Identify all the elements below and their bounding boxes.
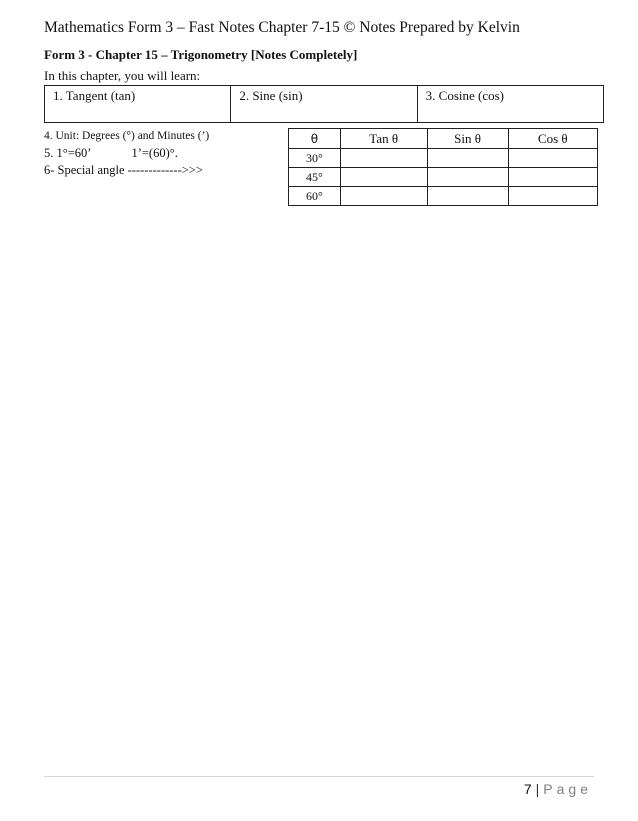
column-header-tan: Tan θ xyxy=(340,129,427,149)
cos-cell xyxy=(508,149,597,168)
footer-divider xyxy=(44,776,594,777)
page-number: 7 xyxy=(523,781,532,797)
column-header-cos: Cos θ xyxy=(508,129,597,149)
tan-cell xyxy=(340,187,427,206)
sin-cell xyxy=(427,187,508,206)
note-conversion-minute: 1’=(60)°. xyxy=(131,146,178,160)
document-header-title: Mathematics Form 3 – Fast Notes Chapter 7-15 © Notes Prepared by Kelvin xyxy=(44,19,520,36)
cos-cell xyxy=(508,168,597,187)
page-footer xyxy=(524,781,592,797)
table-header-row xyxy=(289,129,598,149)
learning-topics-table xyxy=(44,85,604,123)
page-word: Page xyxy=(543,781,592,797)
tan-cell xyxy=(340,149,427,168)
column-header-theta: θ xyxy=(289,129,341,149)
table-row xyxy=(45,86,604,123)
angle-cell: 30° xyxy=(289,149,341,168)
special-angle-table xyxy=(288,128,598,206)
angle-cell: 60° xyxy=(289,187,341,206)
table-row xyxy=(289,168,598,187)
tan-cell xyxy=(340,168,427,187)
learn-item-sine: 2. Sine (sin) xyxy=(231,86,417,123)
note-conversion xyxy=(44,145,209,162)
notes-block xyxy=(44,128,209,179)
table-row xyxy=(289,149,598,168)
cos-cell xyxy=(508,187,597,206)
page-separator: | xyxy=(535,781,540,797)
column-header-sin: Sin θ xyxy=(427,129,508,149)
note-special-angle: 6- Special angle ------------->>> xyxy=(44,163,203,177)
learn-item-tangent: 1. Tangent (tan) xyxy=(45,86,231,123)
chapter-title: Form 3 - Chapter 15 – Trigonometry [Notes Completely] xyxy=(44,47,358,62)
sin-cell xyxy=(427,168,508,187)
angle-cell: 45° xyxy=(289,168,341,187)
table-row xyxy=(289,187,598,206)
sin-cell xyxy=(427,149,508,168)
learn-item-cosine: 3. Cosine (cos) xyxy=(417,86,603,123)
note-conversion-degree: 5. 1°=60’ xyxy=(44,146,92,160)
note-unit: 4. Unit: Degrees (°) and Minutes (’) xyxy=(44,130,210,142)
chapter-intro: In this chapter, you will learn: xyxy=(44,68,201,83)
